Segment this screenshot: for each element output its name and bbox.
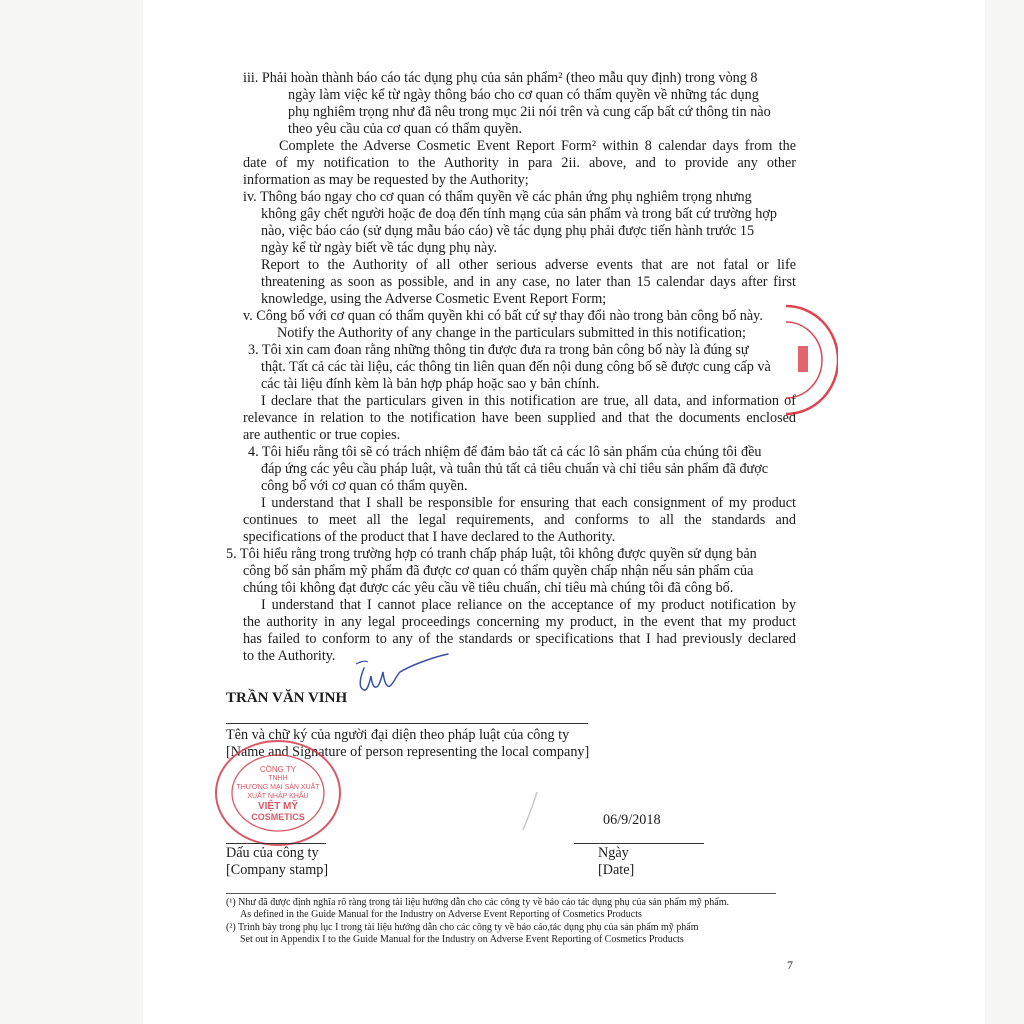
stamp-line: [226, 843, 326, 844]
page-number: 7: [787, 958, 793, 972]
footnote-rule: [226, 893, 776, 894]
clause-iv-vi-line-3: nào, việc báo cáo (sử dụng mẫu báo cáo) về tác dụng phụ phải được tiến hành trước 15: [261, 223, 755, 239]
clause-iii-vi-line-3: phụ nghiêm trọng như đã nêu trong mục 2ii nói trên và cung cấp bất cứ thông tin nào: [288, 104, 771, 120]
item-5-vi-line-1: 5. Tôi hiểu rằng trong trường hợp có tranh chấp pháp luật, tôi không được quyền sử dụng bản: [226, 546, 757, 562]
date-value: 06/9/2018: [603, 812, 661, 828]
footnote-2-en: Set out in Appendix I to the Guide Manual for the Industry on Adverse Event Reporting of Cosmetics Products: [240, 934, 684, 945]
footnote-1-en: As defined in the Guide Manual for the Industry on Adverse Event Reporting of Cosmetics Products: [240, 909, 642, 920]
stamp-line-3: THƯƠNG MẠI SẢN XUẤT: [236, 784, 320, 791]
signatory-name: TRẦN VĂN VINH: [226, 690, 348, 706]
clause-iv-en-line-3: knowledge, using the Adverse Cosmetic Event Report Form;: [261, 291, 607, 307]
clause-iv-vi-line-1: iv. Thông báo ngay cho cơ quan có thẩm quyền về các phản ứng phụ nghiêm trọng nhưng: [243, 189, 752, 205]
date-label-vi: Ngày: [598, 845, 629, 861]
clause-iii-en-line-3: information as may be requested by the Authority;: [243, 172, 529, 188]
signatory-caption-en: [Name and Signature of person representing the local company]: [226, 744, 590, 760]
stamp-line-6: COSMETICS: [251, 812, 305, 822]
clause-iii-vi-line-1: iii. Phải hoàn thành báo cáo tác dụng phụ của sản phẩm² (theo mẫu quy định) trong vòng 8: [243, 70, 758, 86]
item-4-en-line-2: continues to meet all the legal requirements, and conforms to all the standards and: [243, 512, 796, 528]
company-stamp: [213, 738, 343, 848]
handwritten-signature: [350, 650, 460, 700]
item-5-vi-line-3: chúng tôi không đạt được các yêu cầu về tiêu chuẩn, chỉ tiêu mà chúng tôi đã công bố.: [243, 580, 734, 596]
item-4-vi-line-2: đáp ứng các yêu cầu pháp luật, và tuân thủ tất cả tiêu chuẩn và chỉ tiêu sản phẩm đã được: [261, 461, 769, 477]
stamp-label-en: [Company stamp]: [226, 862, 329, 878]
item-5-en-line-3: has failed to conform to any of the standards or specifications that I had previously declared: [243, 631, 796, 647]
item-4-en-line-1: I understand that I shall be responsible for ensuring that each consignment of my product: [261, 495, 796, 511]
item-3-vi-line-3: các tài liệu đính kèm là bản hợp pháp hoặc sao y bản chính.: [261, 376, 600, 392]
item-3-en-line-2: relevance in relation to the notification have been supplied and that the documents enclosed: [243, 410, 796, 426]
signatory-caption-vi: Tên và chữ ký của người đại diện theo pháp luật của công ty: [226, 727, 570, 743]
item-4-vi-line-1: 4. Tôi hiểu rằng tôi sẽ có trách nhiệm để đảm bảo tất cả các lô sản phẩm của chúng tôi đều: [248, 444, 762, 460]
stamp-line-1: CÔNG TY: [259, 765, 297, 774]
stamp-line-2: TNHH: [268, 775, 288, 782]
clause-iv-en-line-2: threatening as soon as possible, and in any case, no later than 15 calendar days after first: [261, 274, 796, 290]
clause-v-vi: v. Công bố với cơ quan có thẩm quyền khi có bất cứ sự thay đổi nào trong bản công bố này.: [243, 308, 763, 324]
clause-v-en: Notify the Authority of any change in the particulars submitted in this notification;: [277, 325, 746, 341]
clause-iii-vi-line-2: ngày làm việc kể từ ngày thông báo cho cơ quan có thẩm quyền về những tác dụng: [288, 87, 759, 103]
item-5-vi-line-2: công bố sản phẩm mỹ phẩm đã được cơ quan có thẩm quyền chấp nhận nếu sản phẩm của: [243, 563, 754, 579]
clause-iii-en-line-2: date of my notification to the Authority in para 2ii. above, and to provide any other: [243, 155, 796, 171]
stamp-line-5: VIỆT MỸ: [257, 801, 299, 812]
stamp-line-4: XUẤT NHẬP KHẨU: [247, 793, 309, 800]
item-3-en-line-3: are authentic or true copies.: [243, 427, 401, 443]
item-4-vi-line-3: công bố với cơ quan có thẩm quyền.: [261, 478, 468, 494]
item-3-en-line-1: I declare that the particulars given in this notification are true, all data, and information of: [261, 393, 796, 409]
item-5-en-line-2: the authority in any legal proceedings concerning my product, in the event that my product: [243, 614, 796, 630]
item-3-vi-line-1: 3. Tôi xin cam đoan rằng những thông tin được đưa ra trong bản công bố này là đúng sự: [248, 342, 749, 358]
clause-iv-vi-line-4: ngày kể từ ngày biết về tác dụng phụ này.: [261, 240, 498, 256]
item-4-en-line-3: specifications of the product that I have declared to the Authority.: [243, 529, 616, 545]
side-stamp: [778, 302, 838, 420]
date-label-en: [Date]: [598, 862, 635, 878]
item-5-en-line-1: I understand that I cannot place reliance on the acceptance of my product notification by: [261, 597, 796, 613]
footnote-1-vi: (¹) Như đã được định nghĩa rõ ràng trong tài liệu hướng dẫn cho các công ty về báo cáo tác dụng phụ của sản phẩm mỹ phẩm.: [226, 897, 730, 908]
clause-iv-en-line-1: Report to the Authority of all other serious adverse events that are not fatal or life: [261, 257, 796, 273]
item-3-vi-line-2: thật. Tất cả các tài liệu, các thông tin liên quan đến nội dung công bố sẽ được cung cấp và: [261, 359, 771, 375]
clause-iv-vi-line-2: không gây chết người hoặc đe doạ đến tính mạng của sản phẩm và trong bất cứ trường hợp: [261, 206, 777, 222]
footnote-2-vi: (²) Trình bày trong phụ lục I trong tài liệu hướng dẫn cho các công ty về báo cáo,tác dụng phụ của sản phẩm mỹ phẩm: [226, 922, 699, 933]
signature-line: [226, 723, 588, 724]
stamp-label-vi: Dấu của công ty: [226, 845, 319, 861]
clause-iii-vi-line-4: theo yêu cầu của cơ quan có thẩm quyền.: [288, 121, 523, 137]
clause-iii-en-line-1: Complete the Adverse Cosmetic Event Report Form² within 8 calendar days from the: [279, 138, 796, 154]
pen-mark: [505, 780, 545, 840]
item-5-en-line-4: to the Authority.: [243, 648, 336, 664]
date-line: [574, 843, 704, 844]
